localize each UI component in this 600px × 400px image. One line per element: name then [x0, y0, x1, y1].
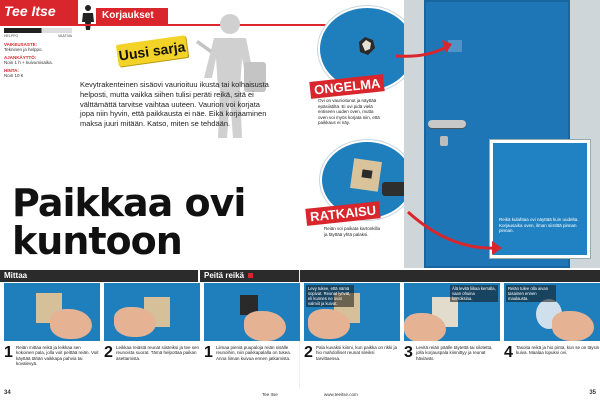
hand: [552, 311, 594, 341]
step-text: Levitä reiän päälle täytettä tai silotetta, jolla korjauspala kiinnittyy ja reunat häviävät.: [416, 345, 493, 361]
step-text: Pala kuvaksi kiinni, kun paikka on rikki ja hio mahdolliset reunat sileiksi tarvittaessa.: [316, 345, 398, 361]
difficulty-scale: [4, 34, 72, 40]
intro-paragraph: Kevytrakenteinen sisäovi vaurioituu ikusta tai kolhaisusta helposti, mutta vaikka siihen tulisi peräti reikä, sitä ei välttämättä tarvitse vaihtaa uuteen. Vaurion voi korjata jopa niin hyvin, että paikkausta ei näe. Eikä korjaaminen maksa juuri mitään. Katso, miten se tehdään.: [80, 80, 269, 129]
step-cover-4: [504, 283, 600, 387]
repaired-door-photo: [490, 140, 590, 258]
step-caption: Levy tukee, että nämä sopivat. Reunat lyövät, eli kunnes ne ovat valmiit ja kuivat.: [306, 285, 354, 307]
time-value: Noin 1 h + kuivumisaika.: [4, 60, 53, 65]
step-number: 2: [304, 344, 313, 361]
section-dot-icon: [248, 273, 253, 278]
section-cover: [200, 270, 600, 282]
inset-caption: Reikä kulahtaa ovi näyttää kuin uudelta. Korjausaika oven, ilman siistittä pinnan pinnan.: [499, 217, 579, 233]
step-caption: Älä levitä liikaa kerralla, vaan ohuina kerroksina.: [450, 285, 498, 302]
step-photo: [104, 283, 200, 341]
step-text: Liimaa pieniä puupaloja reiän sisälle reunoihin, niin paikkapalalla on tukea. Anna liiman kuivua ennen jatkamista.: [216, 345, 292, 361]
step-photo: [4, 283, 100, 341]
title-line-1: Paikkaa ovi: [12, 181, 246, 225]
door-damage-spot: [448, 40, 462, 52]
footer-website: www.teeitse.com: [324, 392, 358, 397]
section-measure-label: Mittaa: [4, 271, 28, 280]
title-line-2: kuntoon: [12, 219, 182, 263]
step-caption: Reiän tulee olla aivan tasainen ennen maalausta.: [506, 285, 556, 302]
step-text: Leikkaa reiästä reunat siisteiksi ja tee sen reunoista suorat. Tämä helpottaa paikan asettamista.: [116, 345, 200, 361]
step-number: 4: [504, 344, 513, 361]
time-label: AJANKÄYTTÖ:: [4, 54, 37, 60]
solution-label: RATKAISU: [305, 201, 381, 226]
difficulty-value: Tekninen ja helppo.: [4, 47, 43, 52]
step-photo: [204, 283, 300, 341]
step-cover-3: [404, 283, 500, 387]
door-lock-icon: [440, 136, 448, 146]
patch-hole: [361, 169, 372, 178]
info-box: [4, 28, 76, 90]
step-cover-2: [304, 283, 400, 387]
page-title: [12, 181, 292, 263]
problem-text: Ovi on vaurioitunut ja näyttää epäsiistiltä. Ei ovi pidä vielä entiseen uuden oven, mutta oven voi myös korjata niin, että paikkaus ei näy.: [318, 98, 380, 125]
section-tab: Korjaukset: [96, 8, 168, 24]
step-text: Tasoita reikä ja hio pinta, kun se on täysin kuiva. Maalaa lopuksi ovi.: [516, 345, 600, 356]
brand-logo: Tee Itse: [4, 3, 56, 19]
hand: [244, 311, 286, 341]
solution-text: Reiän voi paikata kartonkilla ja täyttää yhtä palaksi.: [324, 226, 381, 237]
section-cover-label: Peitä reikä: [204, 271, 245, 280]
difficulty-bar: [4, 28, 72, 33]
step-number: 2: [104, 344, 113, 361]
footer-magazine: Tee Itse: [262, 392, 278, 397]
cost-label: HINTA:: [4, 67, 19, 73]
step-measure-1: [4, 283, 100, 387]
step-measure-2: [104, 283, 200, 387]
door-handle-icon: [428, 120, 466, 128]
hand: [114, 307, 156, 337]
step-photo: [304, 283, 400, 341]
scale-left: HELPPO: [4, 34, 19, 38]
page-number-right: 35: [589, 390, 596, 396]
step-number: 1: [4, 344, 13, 361]
footer: [0, 388, 600, 400]
step-photo: [404, 283, 500, 341]
step-number: 1: [204, 344, 213, 361]
series-badge: Uusi sarja: [116, 35, 188, 67]
step-photo: [504, 283, 600, 341]
door-hole-icon: [356, 36, 376, 56]
problem-label: ONGELMA: [309, 74, 385, 99]
step-cover-1: [204, 283, 300, 387]
person-icon: [80, 4, 96, 30]
hand: [50, 309, 92, 339]
hand: [308, 309, 350, 339]
section-measure: [0, 270, 198, 282]
step-number: 3: [404, 344, 413, 361]
cost-value: Noin 10 €: [4, 73, 24, 78]
page-number-left: 34: [4, 390, 11, 396]
step-text: Reiän mittaa reikä ja leikkaa sen kokoinen pala, jolla voit peittää reiän. Voit käyttää tähän vaikkapa pahvia tai kovalevyä.: [16, 345, 99, 367]
steps: [0, 283, 600, 387]
hand: [404, 313, 446, 341]
difficulty-label: VAIKEUSASTE:: [4, 41, 38, 47]
scale-right: VAATIVA: [57, 34, 72, 38]
